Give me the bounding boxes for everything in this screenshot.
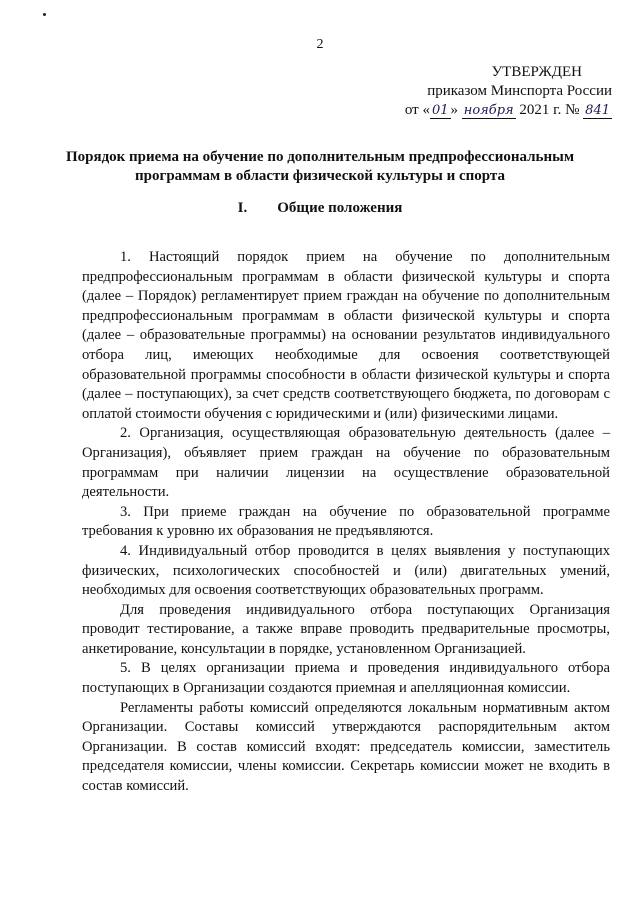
- approval-order-of: приказом Минспорта России: [427, 83, 612, 99]
- page-number: 2: [316, 37, 324, 52]
- approved-heading: УТВЕРЖДЕН: [491, 64, 582, 80]
- body-text: [82, 248, 610, 797]
- paragraph-5-continued: Регламенты работы комиссий определяются локальным нормативным актом Организации. Составы комиссий утверждаются распорядительным актом Организации. В состав комиссий входят: председатель комиссии, заместитель председателя комиссии, члены комиссии. Секретарь комиссии может не входить в состав комиссий.: [82, 699, 610, 795]
- handwritten-day: 01: [431, 103, 449, 118]
- paragraph-1: 1. Настоящий порядок прием на обучение по дополнительным предпрофессиональным программам в области физической культуры и спорта (далее – Порядок) регламентирует прием граждан на обучение по дополнительным предпрофессиональным программам в области физической культуры и спорта (далее – образовательные программы) на основании результатов индивидуального отбора лиц, имеющих необходимые для освоения соответствующей образовательной программы способности в области физической культуры и спорта (далее – поступающих), за счет средств соответствующего бюджета, по договорам с оплатой стоимости обучения с юридическими и (или) физическими лицами.: [82, 249, 610, 422]
- date-mid: »: [450, 102, 459, 118]
- scan-dot: [43, 13, 46, 16]
- section-title: Общие положения: [277, 200, 403, 216]
- paragraph-3: 3. При приеме граждан на обучение по образовательной программе требования к уровню их образования не предъявляются.: [82, 503, 610, 540]
- year-text: 2021 г. №: [519, 102, 580, 118]
- handwritten-month: ноября: [463, 103, 514, 118]
- approval-stamp: [405, 63, 612, 120]
- paragraph-2: 2. Организация, осуществляющая образовательную деятельность (далее – Организация), объявляет прием граждан на обучение по образовательным программам при наличии лицензии на осуществление образовательной деятельности.: [82, 425, 610, 501]
- section-number: I.: [237, 200, 248, 216]
- paragraph-4-continued: Для проведения индивидуального отбора поступающих Организация проводит тестирование, а также вправе проводить предварительные просмотры, анкетирование, консультации в порядке, установленном Организацией.: [82, 601, 610, 657]
- paragraph-4: 4. Индивидуальный отбор проводится в целях выявления у поступающих физических, психологических способностей и (или) двигательных умений, необходимых для освоения соответствующих образовательных программ.: [82, 542, 610, 599]
- handwritten-order-number: 841: [585, 103, 610, 118]
- section-heading: [0, 200, 640, 217]
- paragraph-5: 5. В целях организации приема и проведения индивидуального отбора поступающих в Организации создаются приемная и апелляционная комиссии.: [82, 660, 610, 697]
- date-prefix: от «: [404, 102, 430, 118]
- document-title: Порядок приема на обучение по дополнительным предпрофессиональным программам в области физической культуры и спорта: [65, 149, 575, 184]
- approval-date-line: [405, 101, 612, 120]
